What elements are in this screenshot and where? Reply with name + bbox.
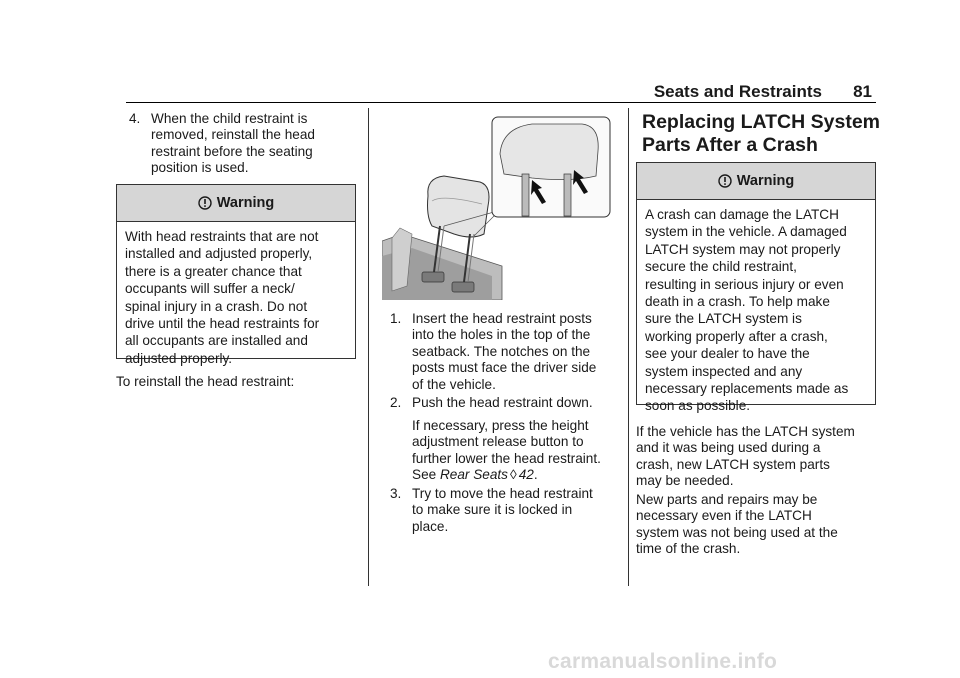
- page-number: 81: [853, 82, 872, 101]
- cross-reference-page[interactable]: 42: [518, 467, 534, 483]
- section-title-latch: Replacing LATCH System Parts After a Crash: [642, 111, 881, 156]
- warning-header: [117, 185, 355, 222]
- latch-paragraph-2: New parts and repairs may be necessary even if the LATCH system was not being used at the time of the crash.: [636, 492, 838, 557]
- reinstall-intro: To reinstall the head restraint:: [116, 374, 295, 389]
- list-item-2-subtext: [412, 418, 622, 484]
- list-item-1: [390, 311, 620, 393]
- column-divider-left: [368, 108, 369, 586]
- watermark-text: carmanualsonline.info: [548, 650, 778, 673]
- list-number: 2.: [390, 395, 402, 410]
- list-item-2: [390, 395, 620, 415]
- section-header-title: Seats and Restraints: [653, 82, 822, 101]
- warning-text: With head restraints that are not installed and adjusted properly, there is a greater chance that occupants will suffer a neck/ spinal injury in a crash. Do not drive until the head restraints for all occupants are installed and adjusted properly.: [125, 229, 320, 366]
- column-divider-right: [628, 108, 629, 586]
- list-text: Try to move the head restraint to make sure it is locked in place.: [412, 486, 593, 534]
- header-rule: [126, 102, 876, 103]
- warning-icon: [198, 196, 212, 210]
- warning-title: Warning: [736, 173, 795, 189]
- list-number: 4.: [129, 111, 141, 126]
- list-text: Insert the head restraint posts into the holes in the top of the seatback. The notches on the posts must face the driver side of the vehicle.: [412, 311, 597, 392]
- head-restraint-figure: [382, 116, 612, 300]
- list-item-3: [390, 486, 620, 538]
- cross-reference-symbol: ◊: [509, 467, 517, 483]
- warning-header: [637, 163, 875, 200]
- cross-reference-title[interactable]: Rear Seats: [439, 467, 508, 483]
- list-number: 3.: [390, 486, 402, 501]
- page-header: [126, 82, 874, 102]
- subtext-body: If necessary, press the height adjustment release button to further lower the head restraint. See: [412, 418, 601, 483]
- warning-box-latch: [636, 162, 876, 414]
- warning-icon: [718, 174, 732, 188]
- latch-paragraph-1: If the vehicle has the LATCH system and it was being used during a crash, new LATCH system parts may be needed.: [636, 424, 855, 489]
- list-text: When the child restraint is removed, reinstall the head restraint before the seating position is used.: [151, 111, 315, 176]
- list-item-4: [129, 111, 359, 181]
- list-text: Push the head restraint down.: [412, 395, 593, 410]
- warning-title: Warning: [216, 195, 275, 211]
- cross-reference-end: .: [533, 467, 538, 483]
- head-restraint-illustration-icon: [382, 116, 612, 300]
- list-number: 1.: [390, 311, 402, 326]
- warning-text: A crash can damage the LATCH system in the vehicle. A damaged LATCH system may not properly secure the child restraint, resulting in serious injury or even death in a crash. To help make sure the LATCH system is working properly after a crash, see your dealer to have the system inspected and any necessary replacements made as soon as possible.: [645, 207, 849, 414]
- warning-box-head-restraints: [116, 184, 356, 366]
